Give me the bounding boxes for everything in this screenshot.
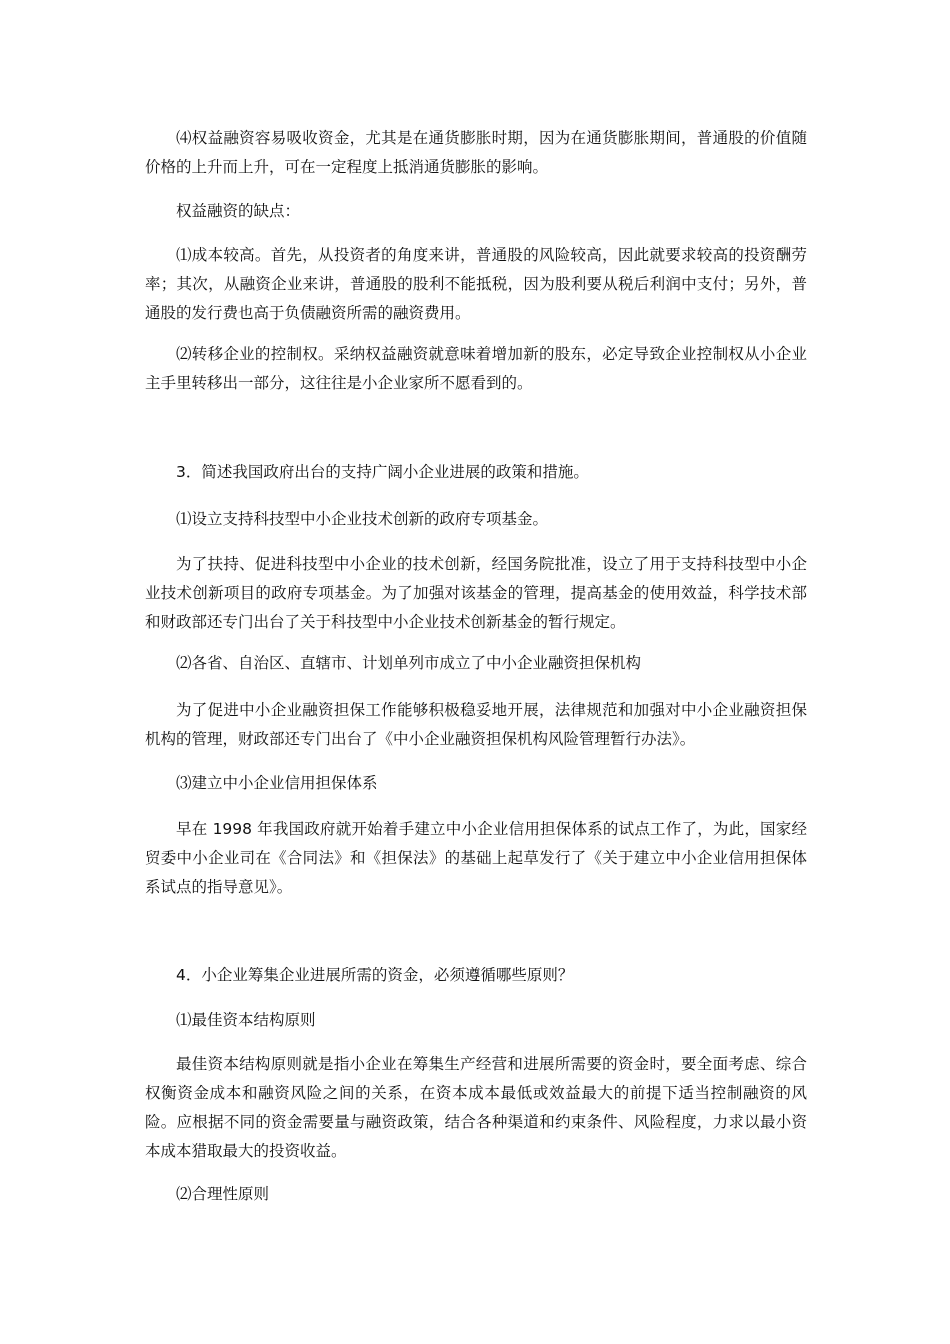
paragraph-policy-1: ⑴设立支持科技型中小企业技术创新的政府专项基金。 xyxy=(176,510,549,528)
paragraph-principle-1-detail: 最佳资本结构原则就是指小企业在筹集生产经营和进展所需要的资金时，要全面考虑、综合权衡资金成本和融资风险之间的关系，在资本成本最低或效益最大的前提下适当控制融资的风险。应根据不同的资金需要量与融资政策，结合各种渠道和约束条件、风险程度，力求以最小资本成本猎取最大的投资收益。 xyxy=(145,1055,807,1160)
paragraph-principle-1: ⑴最佳资本结构原则 xyxy=(176,1011,316,1029)
paragraph-policy-3-detail: 早在 1998 年我国政府就开始着手建立中小企业信用担保体系的试点工作了，为此，国家经贸委中小企业司在《合同法》和《担保法》的基础上起草发行了《关于建立中小企业信用担保体系试点的指导意见》。 xyxy=(145,820,807,896)
paragraph-disadvantage-1: ⑴成本较高。首先，从投资者的角度来讲，普通股的风险较高，因此就要求较高的投资酬劳率；其次，从融资企业来讲，普通股的股利不能抵税，因为股利要从税后利润中支付；另外，普通股的发行费也高于负债融资所需的融资费用。 xyxy=(145,246,807,322)
paragraph-disadvantage-2: ⑵转移企业的控制权。采纳权益融资就意味着增加新的股东，必定导致企业控制权从小企业主手里转移出一部分，这往往是小企业家所不愿看到的。 xyxy=(145,345,807,392)
paragraph-policy-1-detail: 为了扶持、促进科技型中小企业的技术创新，经国务院批准，设立了用于支持科技型中小企业技术创新项目的政府专项基金。为了加强对该基金的管理，提高基金的使用效益，科学技术部和财政部还专门出台了关于科技型中小企业技术创新基金的暂行规定。 xyxy=(145,555,807,631)
paragraph-policy-3: ⑶建立中小企业信用担保体系 xyxy=(176,774,378,792)
question-4-heading: 4．小企业筹集企业进展所需的资金，必须遵循哪些原则？ xyxy=(176,966,574,984)
paragraph-principle-2: ⑵合理性原则 xyxy=(176,1185,270,1203)
question-3-heading: 3．简述我国政府出台的支持广阔小企业进展的政策和措施。 xyxy=(176,463,589,481)
paragraph-policy-2-detail: 为了促进中小企业融资担保工作能够积极稳妥地开展，法律规范和加强对中小企业融资担保机构的管理，财政部还专门出台了《中小企业融资担保机构风险管理暂行办法》。 xyxy=(145,701,807,748)
paragraph-equity-advantage-4: ⑷权益融资容易吸收资金，尤其是在通货膨胀时期，因为在通货膨胀期间，普通股的价值随价格的上升而上升，可在一定程度上抵消通货膨胀的影响。 xyxy=(145,129,807,176)
paragraph-policy-2: ⑵各省、自治区、直辖市、计划单列市成立了中小企业融资担保机构 xyxy=(176,654,642,672)
paragraph-equity-disadvantages-heading: 权益融资的缺点： xyxy=(176,202,301,220)
